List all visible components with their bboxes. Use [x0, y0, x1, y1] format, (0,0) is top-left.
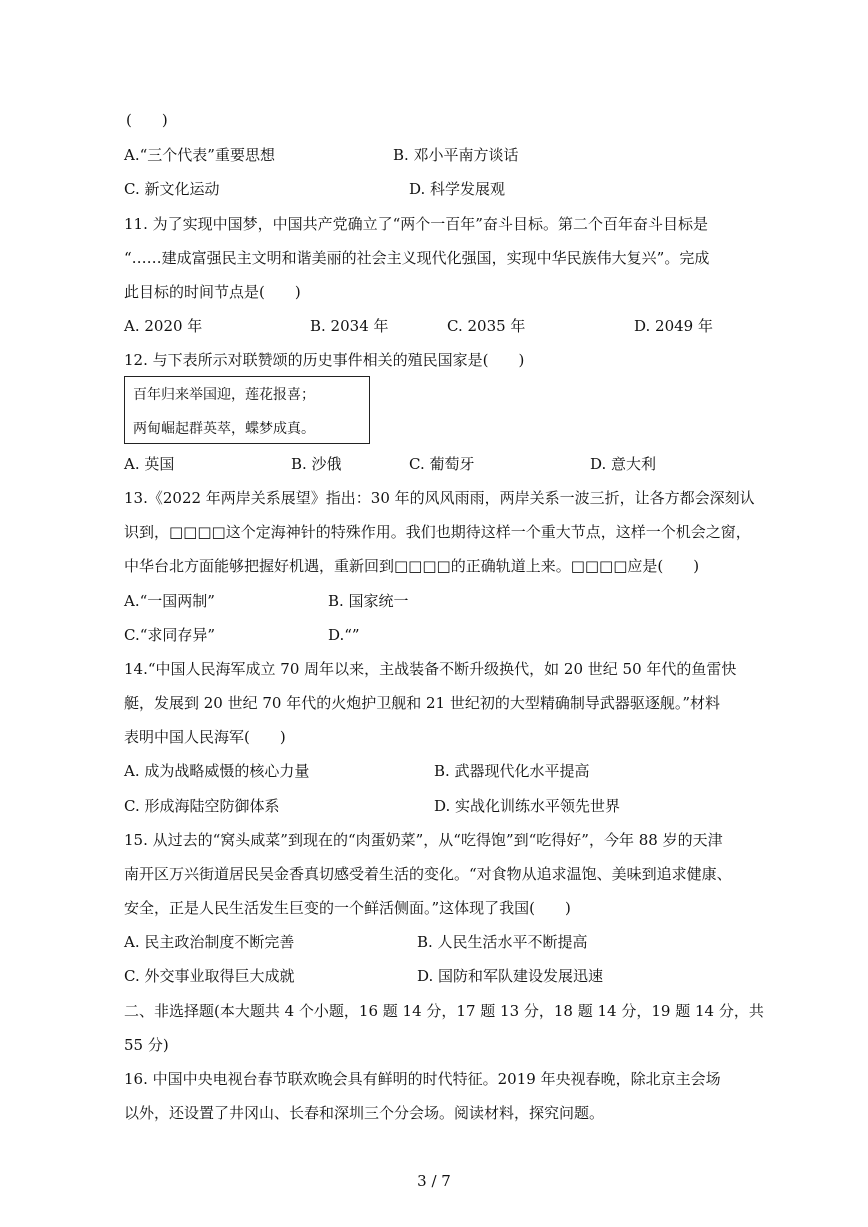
q13-option-d: D.“”: [328, 626, 360, 644]
q10-option-c: C. 新文化运动: [124, 180, 220, 198]
q12-option-c: C. 葡萄牙: [409, 455, 475, 473]
q16-text-line-1: 16. 中国中央电视台春节联欢晚会具有鲜明的时代特征。2019 年央视春晚，除北京主会场: [124, 1070, 721, 1088]
q11-text-line-1: 11. 为了实现中国梦，中国共产党确立了“两个一百年”奋斗目标。第二个百年奋斗目标是: [124, 215, 708, 233]
q12-option-d: D. 意大利: [590, 455, 657, 473]
q15-text-line-1: 15. 从过去的“窝头咸菜”到现在的“肉蛋奶菜”，从“吃得饱”到“吃得好”，今年 88 岁的天津: [124, 831, 723, 849]
q11-option-b: B. 2034 年: [310, 317, 389, 335]
q14-option-a: A. 成为战略威慑的核心力量: [124, 762, 310, 780]
page-number: 3 / 7: [417, 1172, 451, 1190]
section-2-heading-line-2: 55 分): [124, 1036, 169, 1054]
q11-option-d: D. 2049 年: [634, 317, 713, 335]
q10-option-b: B. 邓小平南方谈话: [393, 146, 519, 164]
couplet-line-2: 两甸崛起群英萃，蝶梦成真。: [133, 421, 315, 437]
q14-option-c: C. 形成海陆空防御体系: [124, 797, 280, 815]
q13-text-line-3: 中华台北方面能够把握好机遇，重新回到□□□□的正确轨道上来。□□□□应是( ): [124, 557, 700, 575]
q15-option-a: A. 民主政治制度不断完善: [124, 933, 295, 951]
q13-text-line-1: 13.《2022 年两岸关系展望》指出：30 年的风风雨雨，两岸关系一波三折，让各方都会深刻认: [124, 489, 755, 507]
q14-text-line-2: 艇，发展到 20 世纪 70 年代的火炮护卫舰和 21 世纪初的大型精确制导武器驱逐舰。”材料: [124, 694, 721, 712]
q14-text-line-1: 14.“中国人民海军成立 70 周年以来，主战装备不断升级换代，如 20 世纪 50 年代的鱼雷快: [124, 660, 737, 678]
q14-option-d: D. 实战化训练水平领先世界: [434, 797, 621, 815]
couplet-box: [124, 376, 370, 444]
q12-option-b: B. 沙俄: [291, 455, 342, 473]
q13-option-a: A.“一国两制”: [124, 592, 215, 610]
q13-option-b: B. 国家统一: [328, 592, 409, 610]
q13-text-line-2: 识到，□□□□这个定海神针的特殊作用。我们也期待这样一个重大节点，这样一个机会之窗，: [124, 523, 751, 541]
section-2-heading-line-1: 二、非选择题(本大题共 4 个小题，16 题 14 分，17 题 13 分，18 题 14 分，19 题 14 分，共: [124, 1002, 764, 1020]
q11-option-c: C. 2035 年: [447, 317, 526, 335]
q13-option-c: C.“求同存异”: [124, 626, 216, 644]
q15-option-c: C. 外交事业取得巨大成就: [124, 967, 295, 985]
q12-text-line-1: 12. 与下表所示对联赞颂的历史事件相关的殖民国家是( ): [124, 351, 525, 369]
q10-option-a: A.“三个代表”重要思想: [124, 146, 275, 164]
q15-text-line-3: 安全，正是人民生活发生巨变的一个鲜活侧面。”这体现了我国( ): [124, 899, 571, 917]
q10-bracket: ( ): [126, 111, 168, 129]
q14-text-line-3: 表明中国人民海军( ): [124, 728, 286, 746]
q12-option-a: A. 英国: [124, 455, 175, 473]
q16-text-line-2: 以外，还设置了井冈山、长春和深圳三个分会场。阅读材料，探究问题。: [124, 1104, 605, 1122]
q11-text-line-2: “……建成富强民主文明和谐美丽的社会主义现代化强国，实现中华民族伟大复兴”。完成: [124, 249, 710, 267]
q14-option-b: B. 武器现代化水平提高: [434, 762, 590, 780]
couplet-line-1: 百年归来举国迎，莲花报喜；: [133, 387, 315, 403]
q11-option-a: A. 2020 年: [124, 317, 203, 335]
q15-text-line-2: 南开区万兴街道居民吴金香真切感受着生活的变化。“对食物从追求温饱、美味到追求健康、: [124, 865, 732, 883]
q10-option-d: D. 科学发展观: [409, 180, 506, 198]
q15-option-b: B. 人民生活水平不断提高: [417, 933, 588, 951]
q11-text-line-3: 此目标的时间节点是( ): [124, 283, 301, 301]
q15-option-d: D. 国防和军队建设发展迅速: [417, 967, 604, 985]
